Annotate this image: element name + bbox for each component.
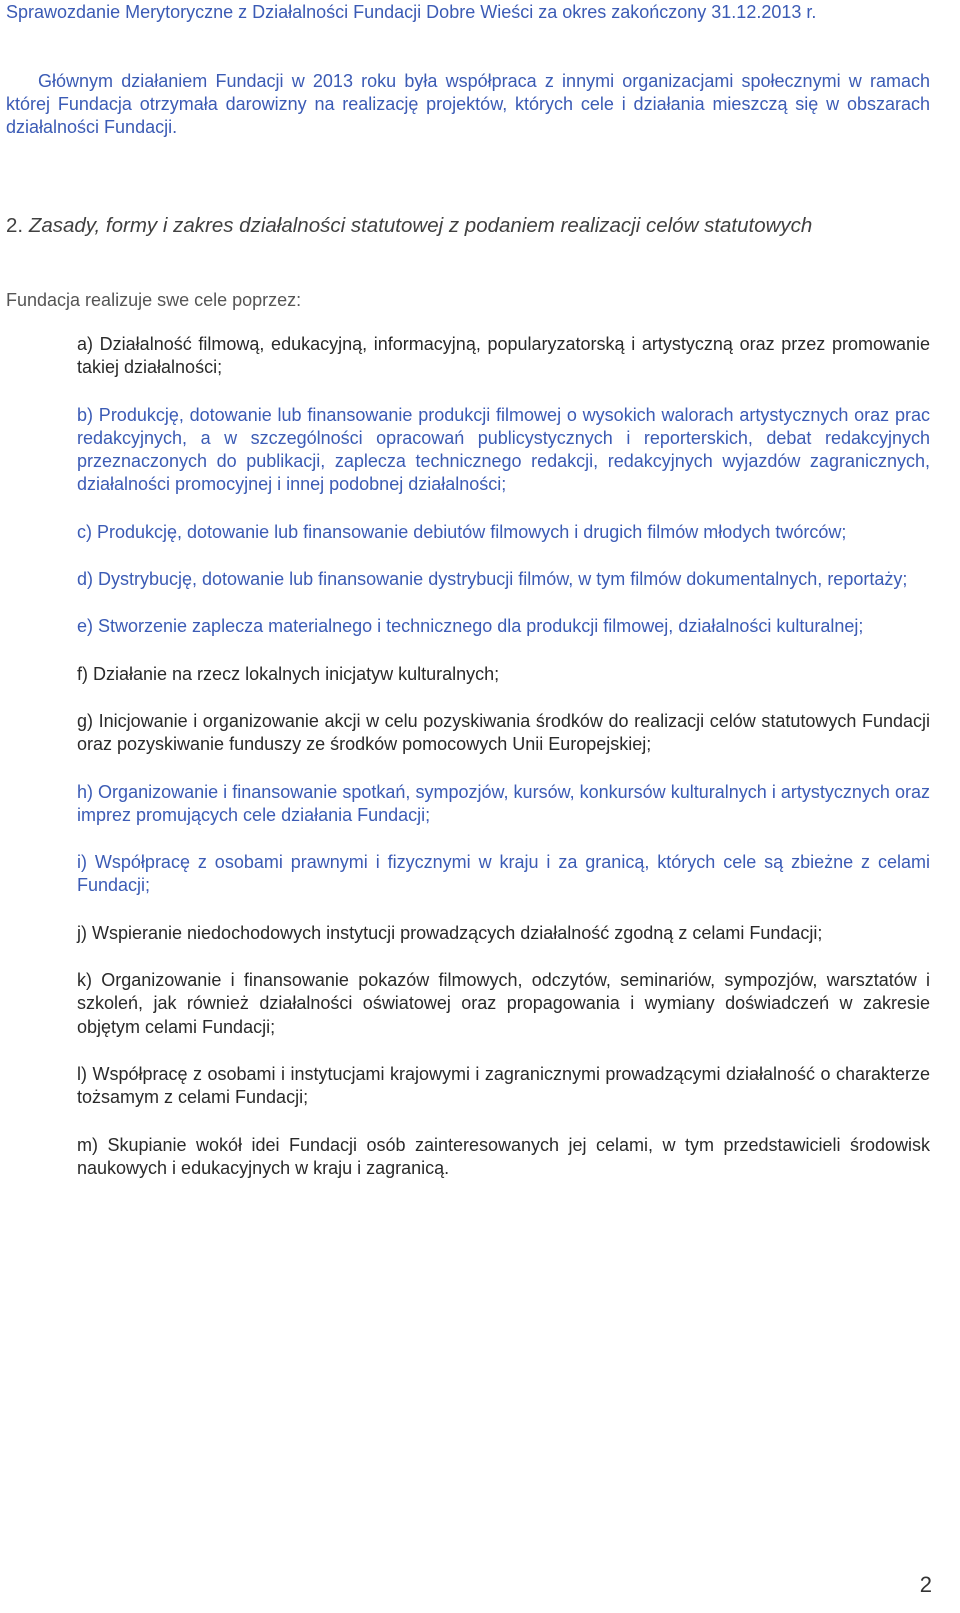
intro-text: Głównym działaniem Fundacji w 2013 roku była współpraca z innymi organizacjami społecznymi w ramach której Fundacja otrzymała darowizny na realizację projektów, których cele i działania mieszczą się w obszarach działalności Fundacji. [6,71,930,137]
list-item-j: j) Wspieranie niedochodowych instytucji prowadzących działalność zgodną z celami Fundacji; [77,922,823,943]
list-item-e: e) Stworzenie zaplecza materialnego i technicznego dla produkcji filmowej, działalności kulturalnej; [77,616,864,637]
list-item-i: i) Współpracę z osobami prawnymi i fizycznymi w kraju i za granicą, których cele są zbieżne z celami Fundacji; [77,852,930,896]
list-item-l: l) Współpracę z osobami i instytucjami krajowymi i zagranicznymi prowadzącymi działalność o charakterze tożsamym z celami Fundacji; [77,1063,930,1108]
list-item-d: d) Dystrybucję, dotowanie lub finansowanie dystrybucji filmów, w tym filmów dokumentalnych, reportaży; [77,569,908,590]
intro-paragraph [6,70,930,139]
list-item-c: c) Produkcję, dotowanie lub finansowanie debiutów filmowych i drugich filmów młodych twórców; [77,521,847,542]
page-number: 2 [919,1572,932,1597]
list-item-h: h) Organizowanie i finansowanie spotkań, sympozjów, kursów, konkursów kulturalnych i artystycznych oraz imprez promujących cele działania Fundacji; [77,781,930,825]
list-item-g: g) Inicjowanie i organizowanie akcji w celu pozyskiwania środków do realizacji celów statutowych Fundacji oraz pozyskiwanie funduszy ze środków pomocowych Unii Europejskiej; [77,710,930,755]
list-item-m: m) Skupianie wokół idei Fundacji osób zainteresowanych jej celami, w tym przedstawicieli środowisk naukowych i edukacyjnych w kraju i zagranicą. [77,1134,930,1178]
list-item-f: f) Działanie na rzecz lokalnych inicjatyw kulturalnych; [77,663,500,684]
lead-sentence: Fundacja realizuje swe cele poprzez: [6,290,302,310]
section-heading [6,213,930,238]
document-header: Sprawozdanie Merytoryczne z Działalności Fundacji Dobre Wieści za okres zakończony 31.12.2013 r. [6,2,817,22]
list-item-k: k) Organizowanie i finansowanie pokazów filmowych, odczytów, seminariów, sympozjów, warsztatów i szkoleń, jak również działalności oświatowej oraz propagowania i wymiany doświadczeń w zakresie objętym celami Fundacji; [77,970,930,1037]
goals-list [77,333,930,1204]
list-item-a: a) Działalność filmową, edukacyjną, informacyjną, popularyzatorską i artystyczną oraz przez promowanie takiej działalności; [77,334,930,378]
list-item-b: b) Produkcję, dotowanie lub finansowanie produkcji filmowej o wysokich walorach artystycznych oraz prac redakcyjnych, a w szczególności opracowań publicystycznych i reporterskich, debat redakcyjnych przeznaczonych do publikacji, zaplecza technicznego redakcji, redakcyjnych wyjazdów zagranicznych, działalności promocyjnej i innej podobnej działalności; [77,404,930,495]
section-title-text: Zasady, formy i zakres działalności statutowej z podaniem realizacji celów statutowych [28,214,813,237]
section-number: 2. [6,214,24,237]
